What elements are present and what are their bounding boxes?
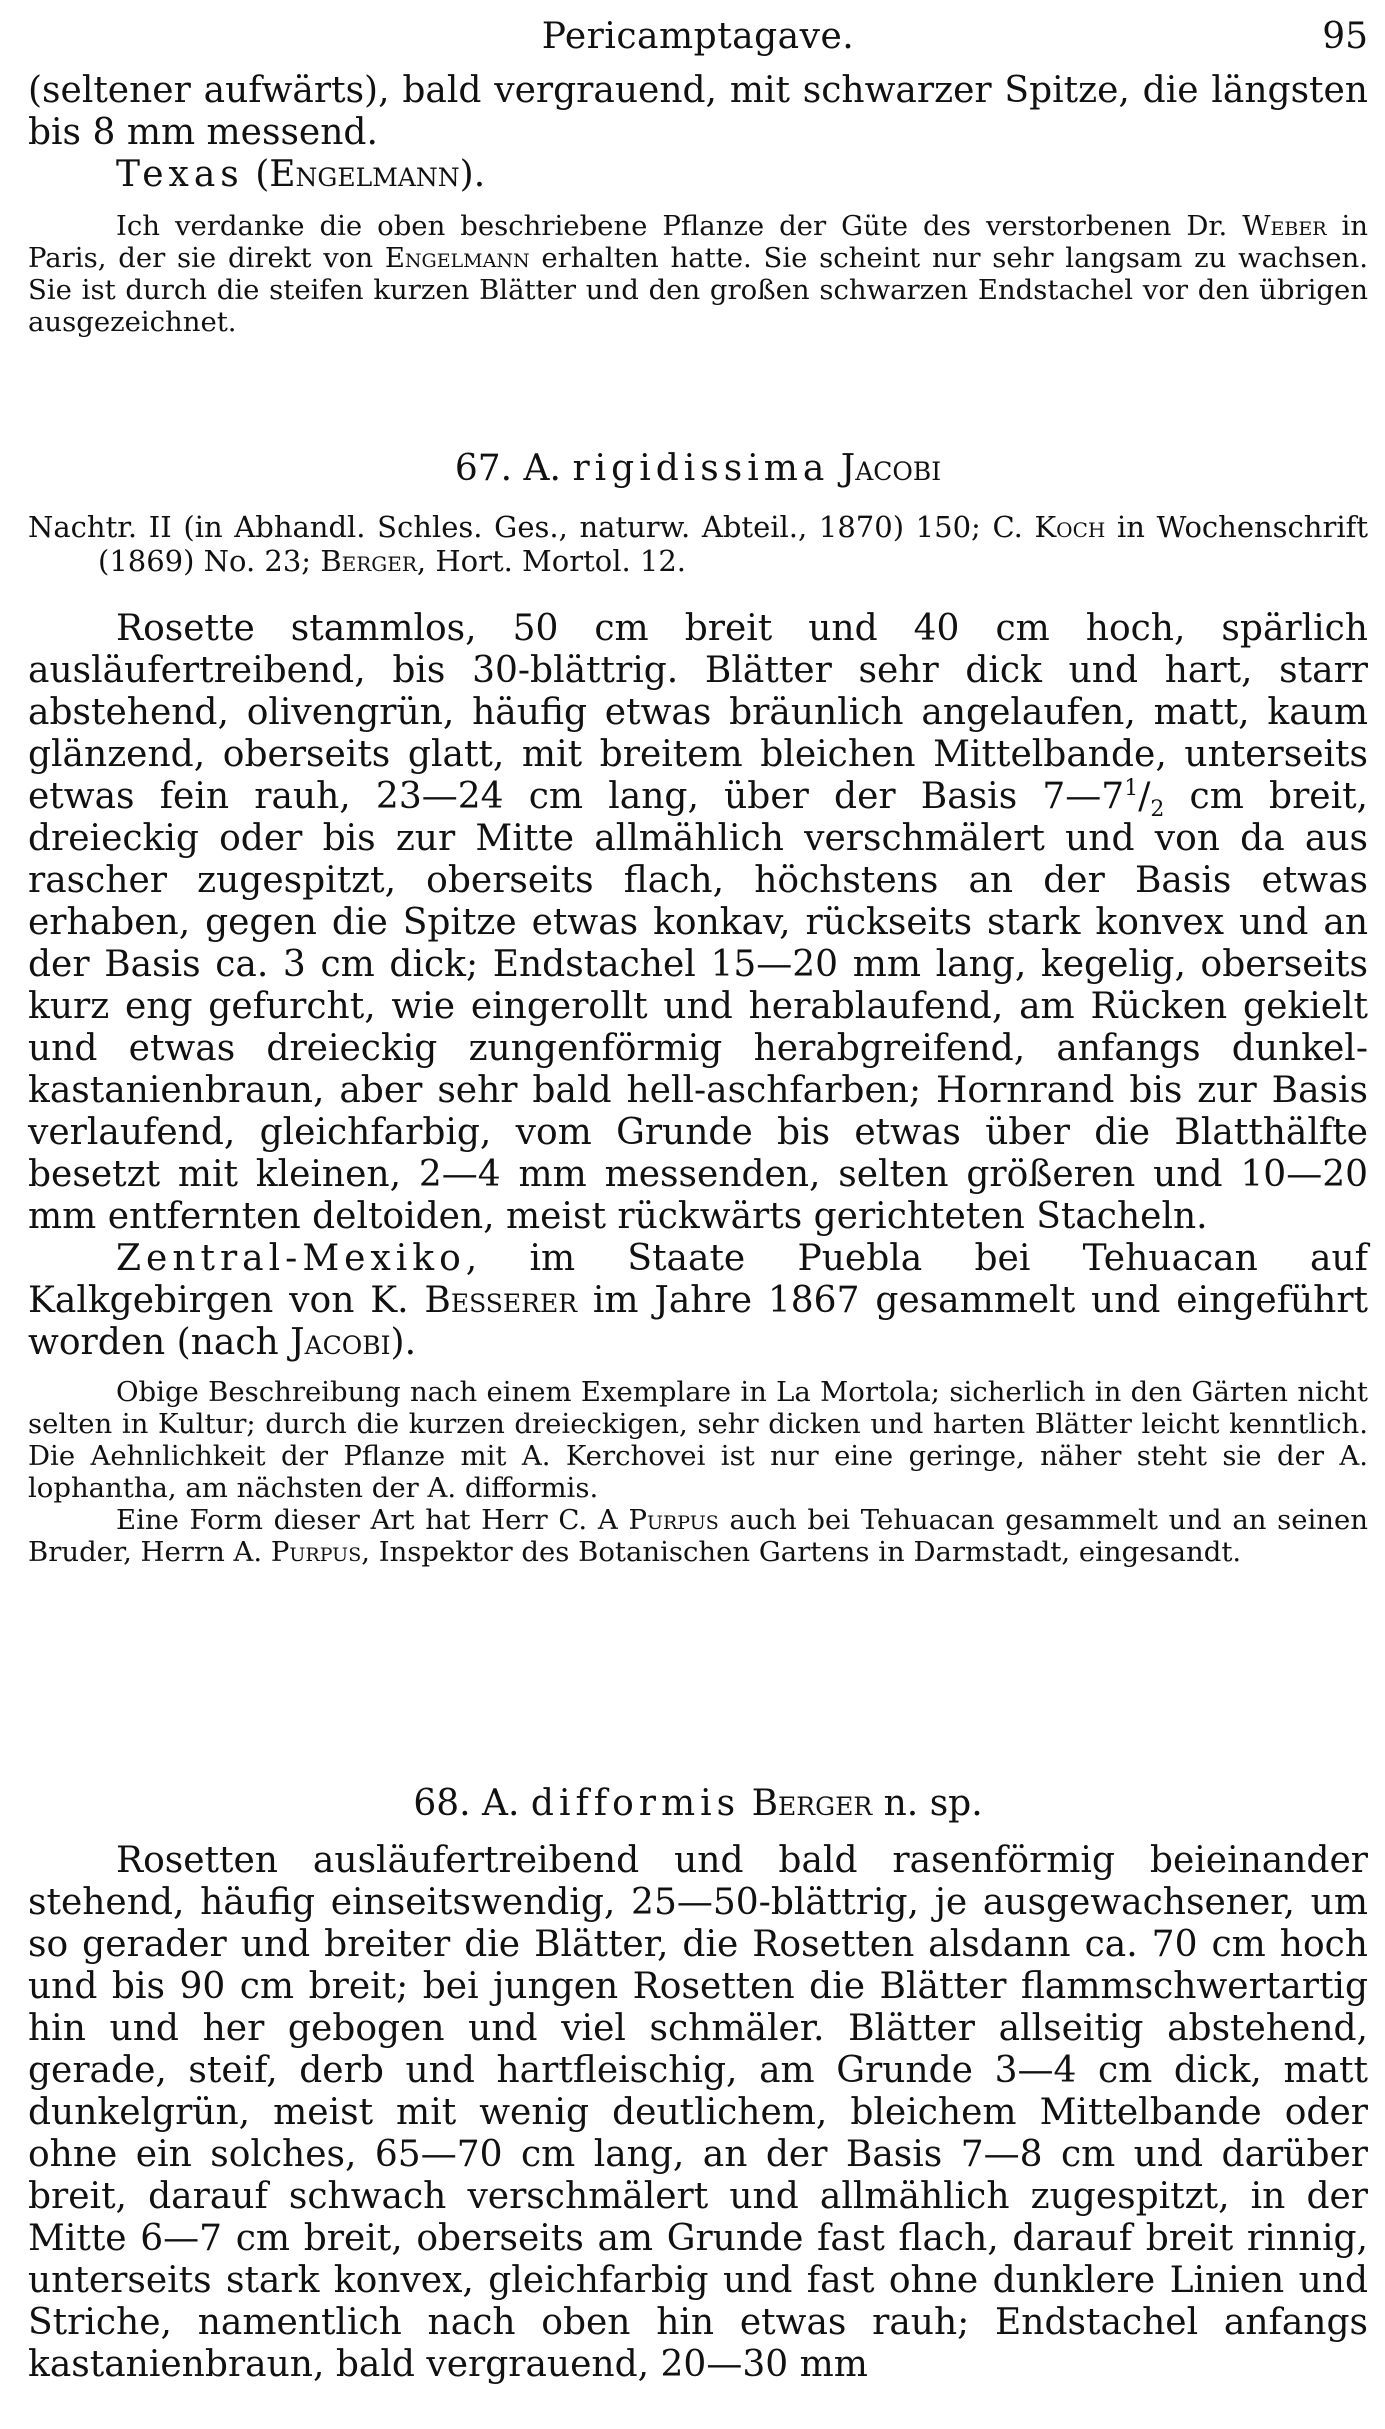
species-heading	[28, 1782, 1368, 1826]
species-67-heading	[28, 447, 1368, 491]
locality-person-besserer: Besserer	[424, 1280, 578, 1321]
species-heading	[28, 447, 1368, 491]
citation-author-berger: Berger	[320, 544, 417, 578]
locality-text: , im Staate Puebla bei Tehuacan auf Kalkgebirgen von K.	[28, 1238, 1368, 1321]
note-text: in Paris, der sie direkt von	[28, 210, 1369, 274]
locality-text: im Jahre 1867 gesammelt und eingeführt worden (nach	[28, 1280, 1368, 1363]
description-text: Rosette stammlos, 50 cm breit und 40 cm hoch, spärlich ausläufertreibend, bis 30-blättrig. Blätter sehr dick und hart, starr abstehend, olivengrün, häufig etwas bräunlich angelaufen, matt, kaum glänzend, oberseits glatt, mit breitem bleichen Mittelbande, unterseits etwas fein rauh, 23—24 cm lang, über der Basis 7—7	[28, 608, 1368, 817]
intro-note	[28, 210, 1368, 338]
citation-text: in Wochenschrift (1869) No. 23;	[98, 510, 1368, 578]
locality-line	[28, 154, 1368, 196]
locality-text: ).	[390, 1322, 417, 1363]
note-text: Ich verdanke die oben beschriebene Pflanze der Güte des verstorbenen Dr.	[116, 210, 1228, 242]
note-person-purpus: Purpus	[628, 1504, 719, 1536]
intro-section	[28, 70, 1368, 338]
fraction-numerator: 1	[1124, 776, 1139, 801]
locality-paragraph	[28, 1238, 1368, 1364]
species-epithet: difformis	[530, 1783, 741, 1824]
fraction-slash: /	[1138, 776, 1151, 817]
locality-author: Engelmann	[269, 154, 460, 195]
citation-paragraph	[28, 510, 1368, 578]
fraction-denominator: 2	[1150, 797, 1165, 823]
species-68-heading	[28, 1782, 1368, 1826]
page-number: 95	[1322, 16, 1368, 57]
species-67-description	[28, 608, 1368, 1568]
species-67-note-1: Obige Beschreibung nach einem Exemplare in La Mortola; sicherlich in den Gärten nicht selten in Kultur; durch die kurzen dreieckigen, sehr dicken und harten Blätter leicht kenntlich. Die Aehnlichkeit der Pflanze mit A. Kerchovei ist nur eine geringe, näher steht sie der A. lophantha, am nächsten der A. difformis.	[28, 1376, 1368, 1504]
description-paragraph: Rosetten ausläufertreibend und bald rasenförmig beieinander stehend, häufig einseitswendig, 25—50-blättrig, je ausgewachsener, um so gerader und breiter die Blätter, die Rosetten alsdann ca. 70 cm hoch und bis 90 cm breit; bei jungen Rosetten die Blätter flammschwertartig hin und her gebogen und viel schmäler. Blätter allseitig abstehend, gerade, steif, derb und hartfleischig, am Grunde 3—4 cm dick, matt dunkelgrün, meist mit wenig deutlichem, bleichem Mittelbande oder ohne ein solches, 65—70 cm lang, an der Basis 7—8 cm und darüber breit, darauf schwach verschmälert und allmählich zugespitzt, in der Mitte 6—7 cm breit, oberseits am Grunde fast flach, darauf breit rinnig, unterseits stark konvex, gleichfarbig und fast ohne dunklere Linien und Striche, namentlich nach oben hin etwas rauh; Endstachel anfangs kastanienbraun, bald vergrauend, 20—30 mm	[28, 1840, 1368, 2385]
note-text: Eine Form dieser Art hat Herr C. A	[116, 1504, 629, 1536]
locality-place: Zentral-Mexiko	[116, 1238, 466, 1279]
note-text: , Inspektor des Botanischen Gartens in Darmstadt, eingesandt.	[361, 1536, 1242, 1568]
locality-open: (	[243, 154, 270, 195]
locality-close: ).	[459, 154, 486, 195]
species-67-citation	[28, 510, 1368, 578]
note-person-weber: Weber	[1242, 210, 1327, 242]
running-title: Pericamptagave.	[541, 16, 855, 57]
locality-place: Texas	[116, 154, 244, 195]
note-text: auch bei Tehuacan gesammelt und an seinen Bruder, Herrn A.	[28, 1504, 1369, 1568]
note-person-engelmann: Engelmann	[384, 242, 530, 274]
description-text: cm breit, dreieckig oder bis zur Mitte allmählich verschmälert und von da aus rascher zugespitzt, oberseits flach, höchstens an der Basis etwas erhaben, gegen die Spitze etwas konkav, rückseits stark konvex und an der Basis ca. 3 cm dick; Endstachel 15—20 mm lang, kegelig, oberseits kurz eng gefurcht, wie eingerollt und herablaufend, am Rücken gekielt und etwas dreieckig zungenförmig herabgreifend, anfangs dunkel-kastanienbraun, aber sehr bald hell-aschfarben; Hornrand bis zur Basis verlaufend, gleichfarbig, vom Grunde bis etwas über die Blatthälfte besetzt mit kleinen, 2—4 mm messenden, selten größeren und 10—20 mm entfernten deltoiden, meist rückwärts gerichteten Stacheln.	[28, 776, 1369, 1237]
description-paragraph	[28, 608, 1368, 1238]
locality-person-jacobi: Jacobi	[290, 1322, 391, 1363]
note-person-purpus: Purpus	[270, 1536, 362, 1568]
citation-text: Nachtr. II (in Abhandl. Schles. Ges., naturw. Abteil., 1870) 150; C.	[28, 510, 1035, 544]
page-header	[28, 8, 1368, 66]
species-68-description	[28, 1840, 1368, 2386]
citation-text: , Hort. Mortol. 12.	[416, 544, 687, 578]
species-status: n. sp.	[883, 1783, 983, 1824]
species-epithet: rigidissima	[572, 448, 830, 489]
continuation-paragraph: (seltener aufwärts), bald vergrauend, mit schwarzer Spitze, die längsten bis 8 mm messend.	[28, 70, 1368, 153]
species-number: 67. A.	[454, 448, 561, 489]
species-author: Berger	[751, 1783, 873, 1824]
citation-author-koch: Koch	[1034, 510, 1106, 544]
note-text: erhalten hatte. Sie scheint nur sehr langsam zu wachsen. Sie ist durch die steifen kurzen Blätter und den großen schwarzen Endstachel vor den übrigen ausgezeichnet.	[28, 242, 1368, 338]
species-author: Jacobi	[840, 448, 942, 489]
species-number: 68. A.	[413, 1783, 520, 1824]
species-67-note-2	[28, 1504, 1368, 1568]
